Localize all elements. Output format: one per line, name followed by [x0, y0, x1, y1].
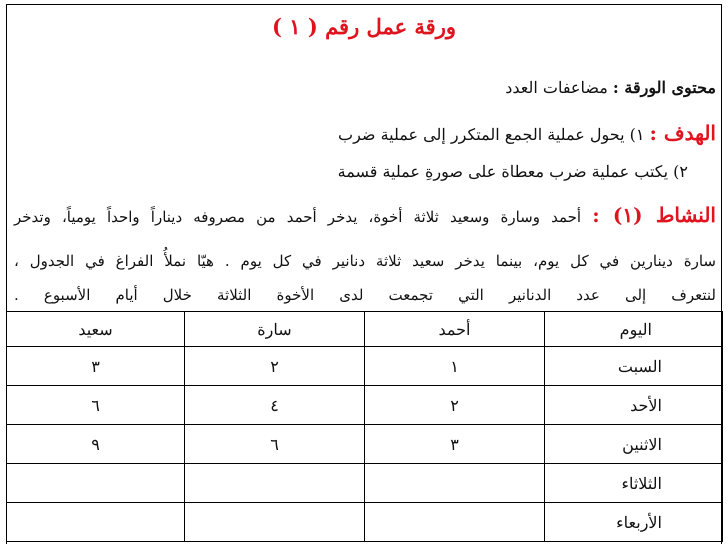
- savings-table: [6, 311, 723, 542]
- activity-text-3: لنتعرف إلى عدد الدنانير التي تجمعت لدى الأخوة الثلاثة خلال أيام الأسبوع .: [14, 286, 716, 304]
- table-header-row: [7, 312, 723, 347]
- table-row: [7, 503, 723, 542]
- activity-line-1: [14, 203, 716, 227]
- activity-line-3: [14, 286, 716, 304]
- sara-cell: ٤: [185, 386, 365, 425]
- content-label: محتوى الورقة :: [612, 78, 716, 97]
- table-row: [7, 386, 723, 425]
- header-day: اليوم: [545, 312, 723, 347]
- table-row: [7, 347, 723, 386]
- ahmad-cell: [365, 464, 545, 503]
- activity-line-2: [14, 252, 716, 270]
- activity-text-1: أحمد وسارة وسعيد ثلاثة أخوة، يدخر أحمد من مصروفه ديناراً واحداً يومياً، وتدخر: [14, 208, 582, 226]
- activity-text-2: سارة دينارين في كل يوم، بينما يدخر سعيد ثلاثة دنانير في كل يوم . هيّا نملأُ الفراغ في الجدول ،: [14, 252, 716, 270]
- goal-item-2: ٢) يكتب عملية ضرب معطاة على صورةِ عملية قسمة: [337, 162, 688, 181]
- table-row: [7, 425, 723, 464]
- header-saeed: سعيد: [7, 312, 185, 347]
- ahmad-cell: ٣: [365, 425, 545, 464]
- sara-cell: ٢: [185, 347, 365, 386]
- sara-cell: [185, 464, 365, 503]
- saeed-cell: [7, 503, 185, 542]
- day-cell: الأحد: [545, 386, 723, 425]
- ahmad-cell: ١: [365, 347, 545, 386]
- worksheet-title: ورقة عمل رقم ( ١ ): [271, 14, 457, 39]
- content-line: [505, 78, 716, 97]
- day-cell: السبت: [545, 347, 723, 386]
- sara-cell: [185, 503, 365, 542]
- table-row: [7, 464, 723, 503]
- saeed-cell: ٦: [7, 386, 185, 425]
- saeed-cell: ٣: [7, 347, 185, 386]
- content-value: مضاعفات العدد: [505, 78, 608, 97]
- day-cell: الاثنين: [545, 425, 723, 464]
- day-cell: الثلاثاء: [545, 464, 723, 503]
- day-cell: الأربعاء: [545, 503, 723, 542]
- saeed-cell: ٩: [7, 425, 185, 464]
- saeed-cell: [7, 464, 185, 503]
- header-ahmad: أحمد: [365, 312, 545, 347]
- sara-cell: ٦: [185, 425, 365, 464]
- ahmad-cell: ٢: [365, 386, 545, 425]
- activity-label: النشاط (١) :: [592, 203, 716, 227]
- goal-item-1: ١) يحول عملية الجمع المتكرر إلى عملية ضرب: [338, 125, 645, 144]
- goal-line-2: [338, 162, 688, 181]
- goal-label: الهدف :: [649, 121, 716, 145]
- goal-line-1: [338, 121, 716, 145]
- ahmad-cell: [365, 503, 545, 542]
- header-sara: سارة: [185, 312, 365, 347]
